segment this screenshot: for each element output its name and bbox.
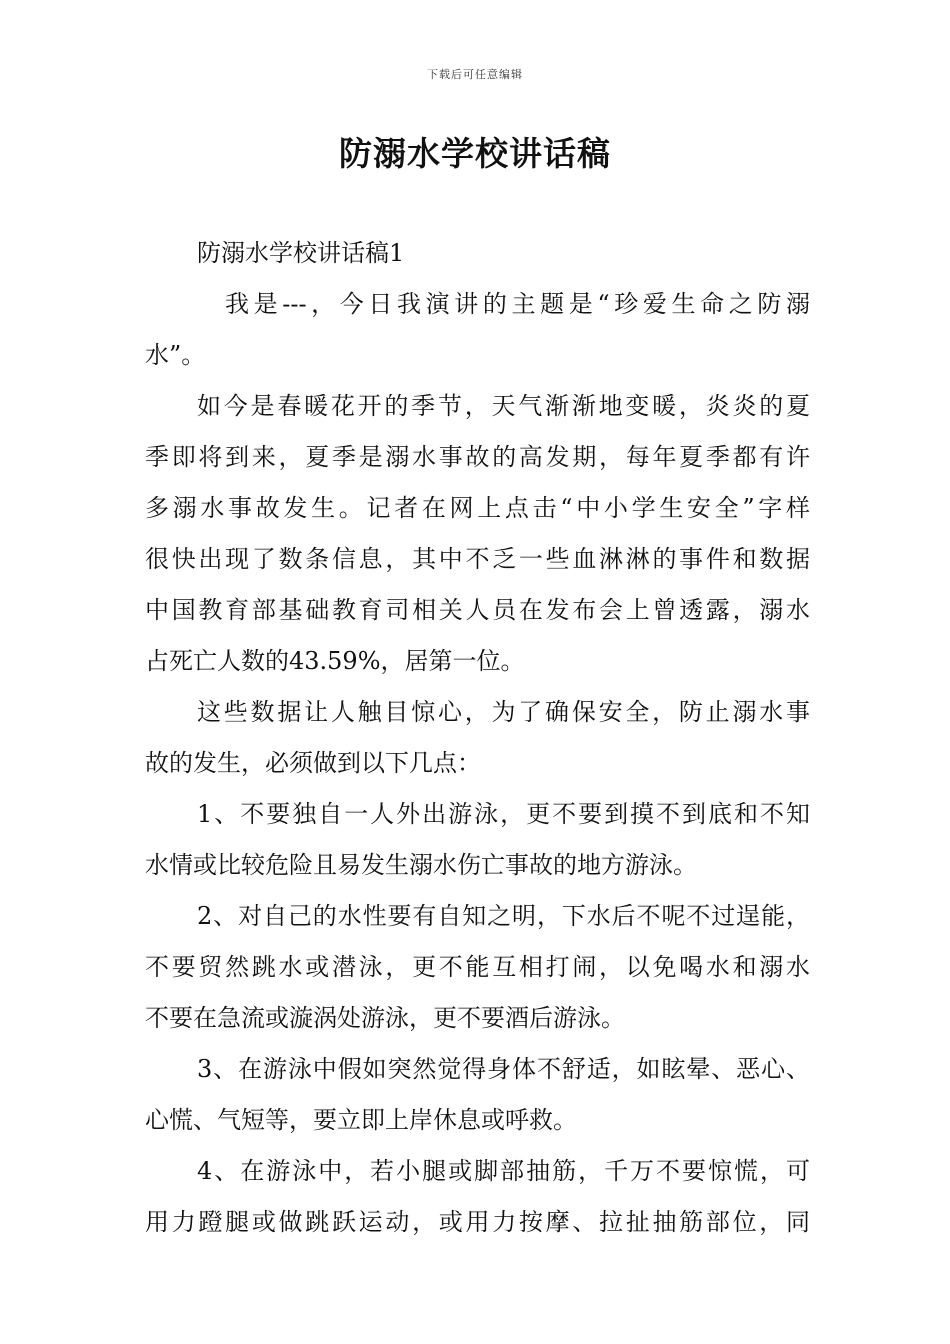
paragraph-line: 如今是春暖花开的季节，天气渐渐地变暖，炎炎的夏: [197, 392, 810, 420]
paragraph-line: 不要贸然跳水或潜泳，更不能互相打闹，以免喝水和溺水: [145, 953, 810, 981]
paragraph-line: 水情或比较危险且易发生溺水伤亡事故的地方游泳。: [145, 851, 697, 879]
paragraph-line: 这些数据让人触目惊心，为了确保安全，防止溺水事: [197, 698, 810, 726]
paragraph-line: 3、在游泳中假如突然觉得身体不舒适，如眩晕、恶心、: [197, 1055, 810, 1083]
paragraph-line: 很快出现了数条信息，其中不乏一些血淋淋的事件和数据: [145, 545, 810, 573]
paragraph-line: 2、对自己的水性要有自知之明，下水后不呢不过逞能，: [197, 902, 810, 930]
paragraph-line: 多溺水事故发生。记者在网上点击“中小学生安全”字样: [145, 494, 810, 522]
paragraph-line: 故的发生，必须做到以下几点：: [145, 749, 481, 777]
document-title: 防溺水学校讲话稿: [339, 134, 611, 173]
paragraph-line: 心慌、气短等，要立即上岸休息或呼救。: [145, 1106, 577, 1134]
header-note: 下载后可任意编辑: [427, 68, 523, 81]
paragraph-line: 1、不要独自一人外出游泳，更不要到摸不到底和不知: [197, 800, 810, 828]
paragraph-line: 不要在急流或漩涡处游泳，更不要酒后游泳。: [145, 1004, 625, 1032]
paragraph-line: 水”。: [145, 341, 206, 369]
paragraph-line: 我是---，今日我演讲的主题是“珍爱生命之防溺: [225, 290, 810, 318]
paragraph-line: 占死亡人数的43.59%，居第一位。: [145, 647, 525, 675]
paragraph-line: 季即将到来，夏季是溺水事故的高发期，每年夏季都有许: [145, 443, 810, 471]
section-heading: 防溺水学校讲话稿1: [197, 239, 405, 267]
document-body: [145, 228, 810, 1248]
paragraph-line: 4、在游泳中，若小腿或脚部抽筋，千万不要惊慌，可: [197, 1157, 810, 1185]
paragraph-line: 中国教育部基础教育司相关人员在发布会上曾透露，溺水: [145, 596, 810, 624]
paragraph-line: 用力蹬腿或做跳跃运动，或用力按摩、拉扯抽筋部位，同: [145, 1208, 810, 1236]
